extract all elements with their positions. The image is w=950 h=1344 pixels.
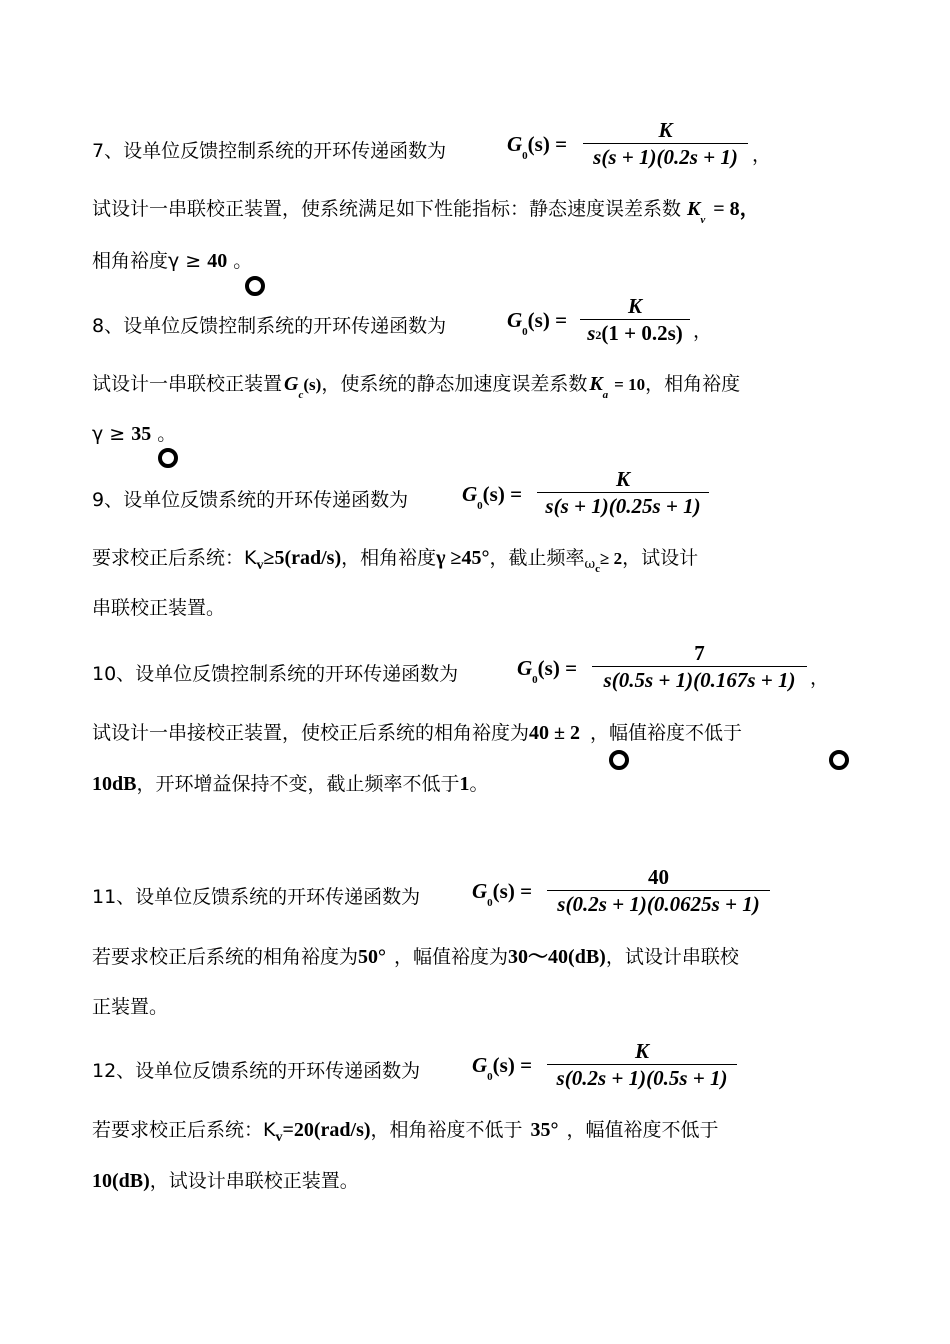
- degree-circle: [829, 750, 849, 770]
- p9-line2: 要求校正后系统：$K_v\ge 5(rad/s)$，相角裕度γ ≥45°，截止频率$_{\omega c}$≥ 2，试设计: [92, 547, 699, 575]
- p11-lhs: $G_0(s)$ =: [472, 879, 533, 909]
- p11-denominator: s(0.2s + 1)(0.0625s + 1): [557, 892, 760, 916]
- p12-denominator: s(0.2s + 1)(0.5s + 1): [556, 1066, 728, 1090]
- p10-line3: 10dB，开环增益保持不变，截止频率不低于1。: [92, 773, 489, 795]
- p8-numerator: K: [627, 294, 642, 318]
- p8-tail: ，: [693, 320, 713, 342]
- p9-denominator: s(s + 1)(0.25s + 1): [545, 494, 701, 518]
- p11-line1: [92, 884, 420, 909]
- p7-denominator: s(s + 1)(0.2s + 1): [593, 145, 738, 169]
- p10-line1: [92, 661, 458, 686]
- p8-line3: γ ≥ 35 。: [92, 423, 177, 445]
- p8-lhs: $G_0(s)$ =: [507, 308, 568, 338]
- p7-numerator: K: [658, 118, 673, 142]
- p12-line2: 若要求校正后系统：$K_v=20(rad/s)$，相角裕度不低于 35° ，幅值裕度不低于: [92, 1119, 719, 1145]
- p8-denominator: s2(1 + 0.2s): [587, 321, 683, 345]
- p12-numerator: K: [634, 1039, 649, 1063]
- p7-intro: 7、设单位反馈控制系统的开环传递函数为: [92, 140, 447, 162]
- p12-intro: 12、设单位反馈系统的开环传递函数为: [92, 1060, 421, 1082]
- p7-tail: ，: [752, 144, 772, 166]
- p11-intro: 11、设单位反馈系统的开环传递函数为: [92, 886, 421, 908]
- p8-fraction: [580, 293, 690, 346]
- p12-line3: 10(dB)，试设计串联校正装置。: [92, 1170, 359, 1192]
- p11-fraction: [547, 864, 770, 917]
- p7-line1: [92, 138, 446, 163]
- p9-intro: 9、设单位反馈系统的开环传递函数为: [92, 489, 409, 511]
- p12-fraction: [547, 1038, 737, 1091]
- p8-line1: [92, 313, 446, 338]
- p12-lhs: $G_0(s)$ =: [472, 1053, 533, 1083]
- p10-lhs: $G_0(s)$ =: [517, 656, 578, 686]
- p9-fraction: [537, 466, 709, 519]
- p12-line1: [92, 1058, 420, 1083]
- p7-line2: 试设计一串联校正装置，使系统满足如下性能指标：静态速度误差系数 $K_v = 8$，: [92, 198, 760, 226]
- p11-line3: 正装置。: [92, 996, 169, 1018]
- p10-numerator: 7: [694, 641, 705, 665]
- p8-line2: 试设计一串联校正装置 $G_c(s)$，使系统的静态加速度误差系数 $K_a= 10$，相角裕度: [92, 373, 741, 401]
- p7-fraction: [583, 117, 748, 170]
- degree-circle: [245, 276, 265, 296]
- p7-lhs: $G_0(s)$ =: [507, 132, 568, 162]
- degree-circle: [158, 448, 178, 468]
- p10-intro: 10、设单位反馈控制系统的开环传递函数为: [92, 663, 459, 685]
- p10-line2: 试设计一串接校正装置，使校正后系统的相角裕度为40 ± 2 ，幅值裕度不低于: [92, 722, 743, 744]
- p10-fraction: [592, 640, 807, 693]
- p9-numerator: K: [615, 467, 630, 491]
- p9-line1: [92, 487, 408, 512]
- p11-line2: 若要求校正后系统的相角裕度为50° ，幅值裕度为30～40(dB)，试设计串联校: [92, 946, 739, 968]
- p11-numerator: 40: [648, 865, 669, 889]
- p9-line3: 串联校正装置。: [92, 597, 226, 619]
- p10-tail: ，: [810, 667, 830, 689]
- degree-circle: [609, 750, 629, 770]
- p10-denominator: s(0.5s + 1)(0.167s + 1): [603, 668, 796, 692]
- p8-intro: 8、设单位反馈控制系统的开环传递函数为: [92, 315, 447, 337]
- p7-line3: 相角裕度γ ≥ 40 。: [92, 250, 253, 272]
- p9-lhs: $G_0(s)$ =: [462, 482, 523, 512]
